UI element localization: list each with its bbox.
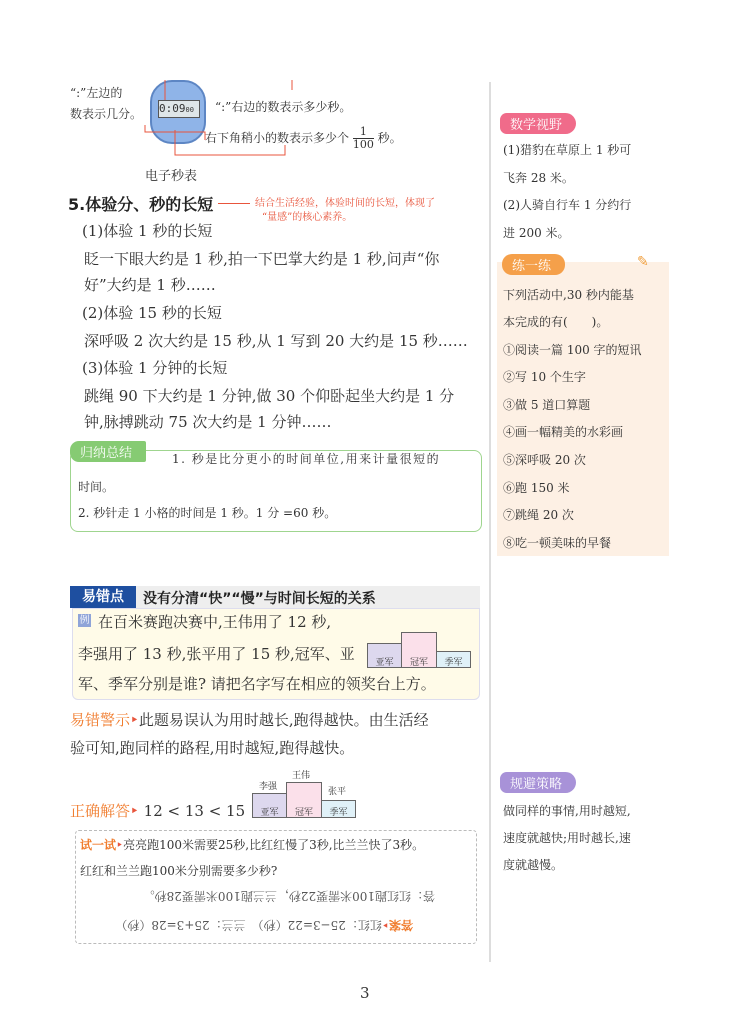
- fraction-num: 1: [353, 126, 374, 139]
- warning-text-2: 验可知,跑同样的路程,用时越短,跑得越快。: [70, 739, 355, 757]
- practice-option: ③做 5 道口算题: [503, 398, 591, 412]
- inverted-answer-line: 答案‣红红：25−3=22（秒） 兰兰：25+3=28（秒）: [115, 918, 413, 932]
- section-heading: 5.体验分、秒的长短: [68, 195, 214, 214]
- summary-line: 2. 秒针走 1 小格的时间是 1 秒。1 分 =60 秒。: [78, 506, 337, 520]
- paragraph-line: 好”大约是 1 秒……: [84, 276, 216, 294]
- podium-second: 亚军: [367, 643, 402, 668]
- display-digits: 0:09: [159, 102, 186, 115]
- warning-label: 易错警示: [70, 711, 131, 729]
- summary-line: 1. 秒是比分更小的时间单位,用来计量很短的: [172, 452, 441, 466]
- strategy-tag: 规避策略: [500, 772, 576, 793]
- column-divider: [489, 82, 491, 962]
- pointer-arrows: [100, 80, 300, 160]
- note-arrow: [218, 203, 250, 204]
- example-icon: 例: [79, 615, 90, 626]
- subheading: (2)体验 15 秒的长短: [82, 304, 222, 322]
- practice-option: ①阅读一篇 100 字的短讯: [503, 343, 642, 357]
- small-label-text: 右下角稍小的数表示多少个: [205, 131, 350, 145]
- subheading: (3)体验 1 分钟的长短: [82, 359, 228, 377]
- practice-option: ⑤深呼吸 20 次: [503, 453, 586, 467]
- podium-second: 亚军: [252, 793, 287, 818]
- answer-value: 12 < 13 < 15: [143, 802, 246, 820]
- error-tag: 易错点: [70, 586, 136, 608]
- stopwatch-caption: 电子秒表: [145, 169, 198, 184]
- example-line: 在百米赛跑决赛中,王伟用了 12 秒,: [98, 613, 332, 631]
- warning-line: 易错警示‣此题易误认为用时越长,跑得越快。由生活经: [70, 711, 429, 729]
- left-label: “:”左边的: [70, 86, 123, 100]
- practice-line: 本完成的有( )。: [503, 315, 609, 329]
- inverted-answer-text: 红红：25−3=22（秒） 兰兰：25+3=28（秒）: [115, 918, 382, 932]
- practice-option: ②写 10 个生字: [503, 370, 586, 384]
- practice-option: ④画一幅精美的水彩画: [503, 425, 624, 439]
- vision-line: (1)猎豹在草原上 1 秒可: [503, 143, 632, 157]
- pencil-icon: ✎: [637, 254, 649, 270]
- summary-tag: 归纳总结: [70, 441, 146, 462]
- vision-line: (2)人骑自行车 1 分约行: [503, 198, 632, 212]
- vision-tag: 数学视野: [500, 113, 576, 134]
- strategy-line: 速度就越快;用时越长,速: [503, 831, 631, 845]
- small-label-end: 秒。: [377, 131, 402, 145]
- practice-option: ⑧吃一顿美味的早餐: [503, 536, 612, 550]
- podium-name-first: 王伟: [292, 771, 311, 781]
- try-question: 亮亮跑100米需要25秒,比红红慢了3秒,比兰兰快了3秒。: [123, 838, 425, 852]
- vision-line: 飞奔 28 米。: [503, 171, 574, 185]
- podium-third: 季军: [436, 651, 471, 668]
- podium-third: 季军: [321, 800, 356, 818]
- try-question-2: 红红和兰兰跑100米分别需要多少秒?: [80, 864, 278, 878]
- strategy-line: 做同样的事情,用时越短,: [503, 804, 631, 818]
- podium-name-third: 张平: [328, 787, 347, 797]
- paragraph-line: 眨一下眼大约是 1 秒,拍一下巴掌大约是 1 秒,问声“你: [84, 250, 440, 268]
- practice-option: ⑦跳绳 20 次: [503, 508, 574, 522]
- warning-text: 此题易误认为用时越长,跑得越快。由生活经: [138, 711, 429, 729]
- subheading: (1)体验 1 秒的长短: [82, 222, 213, 240]
- example-line: 李强用了 13 秒,张平用了 15 秒,冠军、亚: [78, 645, 355, 663]
- try-line: 试一试‣亮亮跑100米需要25秒,比红红慢了3秒,比兰兰快了3秒。: [80, 838, 425, 852]
- answer-line: 正确解答‣ 12 < 13 < 15: [70, 802, 246, 820]
- vision-line: 进 200 米。: [503, 226, 570, 240]
- fraction-den: 100: [352, 138, 374, 151]
- podium-name-second: 李强: [259, 782, 278, 792]
- error-title: 没有分清“快”“慢”与时间长短的关系: [143, 591, 376, 607]
- teacher-note: 结合生活经验，体验时间的长短，体现了: [255, 198, 435, 209]
- example-line: 军、季军分别是谁? 请把名字写在相应的领奖台上方。: [78, 675, 436, 693]
- answer-label: 答案: [388, 918, 413, 932]
- answer-label: 正确解答: [70, 802, 131, 820]
- try-label: 试一试: [80, 838, 117, 852]
- practice-line: 下列活动中,30 秒内能基: [503, 288, 634, 302]
- teacher-note-2: “量感”的核心素养。: [262, 212, 353, 223]
- paragraph-line: 跳绳 90 下大约是 1 分钟,做 30 个仰卧起坐大约是 1 分: [84, 387, 455, 405]
- page-number: 3: [360, 984, 370, 1002]
- paragraph-line: 深呼吸 2 次大约是 15 秒,从 1 写到 20 大约是 15 秒……: [84, 332, 468, 350]
- left-label-2: 数表示几分。: [70, 107, 143, 121]
- podium-first: 冠军: [401, 632, 437, 668]
- practice-tag: 练一练: [502, 254, 565, 275]
- inverted-answer: 答：红红跑100米需要22秒，兰兰跑100米需要28秒。: [142, 889, 435, 903]
- right-label: “:”右边的数表示多少秒。: [215, 100, 352, 114]
- paragraph-line: 钟,脉搏跳动 75 次大约是 1 分钟……: [84, 413, 332, 431]
- podium-first: 冠军: [286, 782, 322, 818]
- display-small-digits: 00: [185, 106, 194, 114]
- strategy-line: 度就越慢。: [503, 858, 564, 872]
- practice-option: ⑥跑 150 米: [503, 481, 570, 495]
- summary-line: 时间。: [78, 480, 115, 494]
